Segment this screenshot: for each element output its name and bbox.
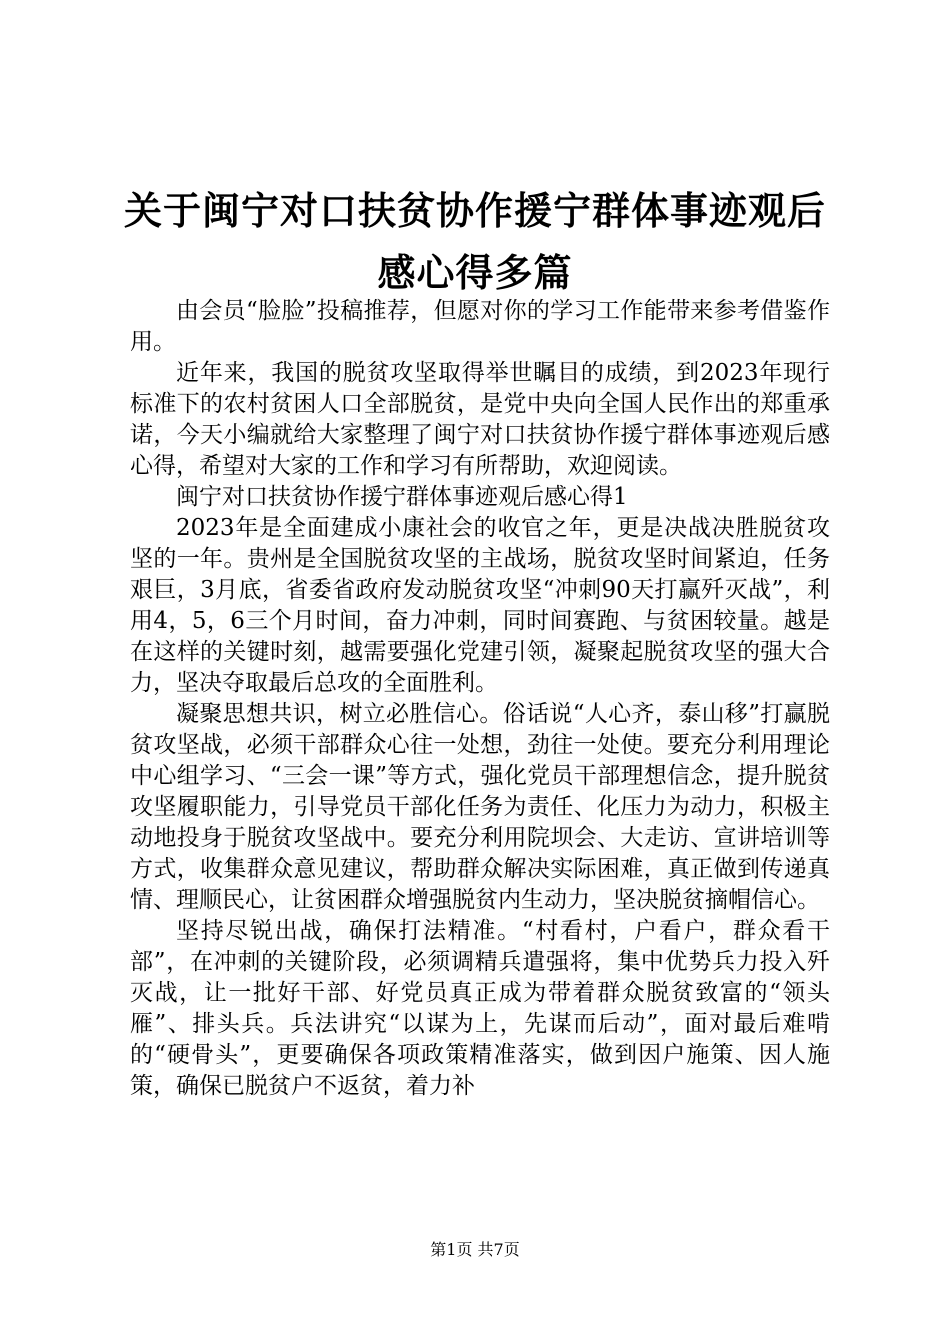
paragraph-intro: 由会员“脸脸”投稿推荐，但愿对你的学习工作能带来参考借鉴作用。 xyxy=(130,298,830,355)
document-title: 关于闽宁对口扶贫协作援宁群体事迹观后感心得多篇 xyxy=(123,188,826,295)
paragraph-precision: 坚持尽锐出战，确保打法精准。“村看村，户看户，群众看干部”，在冲刺的关键阶段，必须调精兵遣强将，集中优势兵力投入歼灭战，让一批好干部、好党员真正成为带着群众脱贫致富的“领头雁”、排头兵。兵法讲究“以谋为上，先谋而后动”，面对最后难啃的“硬骨头”，更要确保各项政策精准落实，做到因户施策、因人施策，确保已脱贫户不返贫，着力补 xyxy=(130,918,830,1099)
paragraph-background: 近年来，我国的脱贫攻坚取得举世瞩目的成绩，到2023年现行标准下的农村贫困人口全部脱贫，是党中央向全国人民作出的郑重承诺，今天小编就给大家整理了闽宁对口扶贫协作援宁群体事迹观后感心得，希望对大家的工作和学习有所帮助，欢迎阅读。 xyxy=(130,360,830,479)
document-body xyxy=(130,296,830,1102)
page-footer: 第1页 共7页 xyxy=(430,1240,520,1259)
paragraph-consensus: 凝聚思想共识，树立必胜信心。俗话说“人心齐，泰山移”打赢脱贫攻坚战，必须干部群众心往一处想，劲往一处使。要充分利用理论中心组学习、“三会一课”等方式，强化党员干部理想信念，提升脱贫攻坚履职能力，引导党员干部化任务为责任、化压力为动力，积极主动地投身于脱贫攻坚战中。要充分利用院坝会、大走访、宣讲培训等方式，收集群众意见建议，帮助群众解决实际困难，真正做到传递真情、理顺民心，让贫困群众增强脱贫内生动力，坚决脱贫摘帽信心。 xyxy=(130,701,830,913)
paragraph-2023: 2023年是全面建成小康社会的收官之年，更是决战决胜脱贫攻坚的一年。贵州是全国脱贫攻坚的主战场，脱贫攻坚时间紧迫，任务艰巨，3月底，省委省政府发动脱贫攻坚“冲刺90天打赢歼灭战”，利用4，5，6三个月时间，奋力冲刺，同时间赛跑、与贫困较量。越是在这样的关键时刻，越需要强化党建引领，凝聚起脱贫攻坚的强大合力，坚决夺取最后总攻的全面胜利。 xyxy=(130,515,830,696)
section-heading-1: 闽宁对口扶贫协作援宁群体事迹观后感心得1 xyxy=(176,484,628,510)
